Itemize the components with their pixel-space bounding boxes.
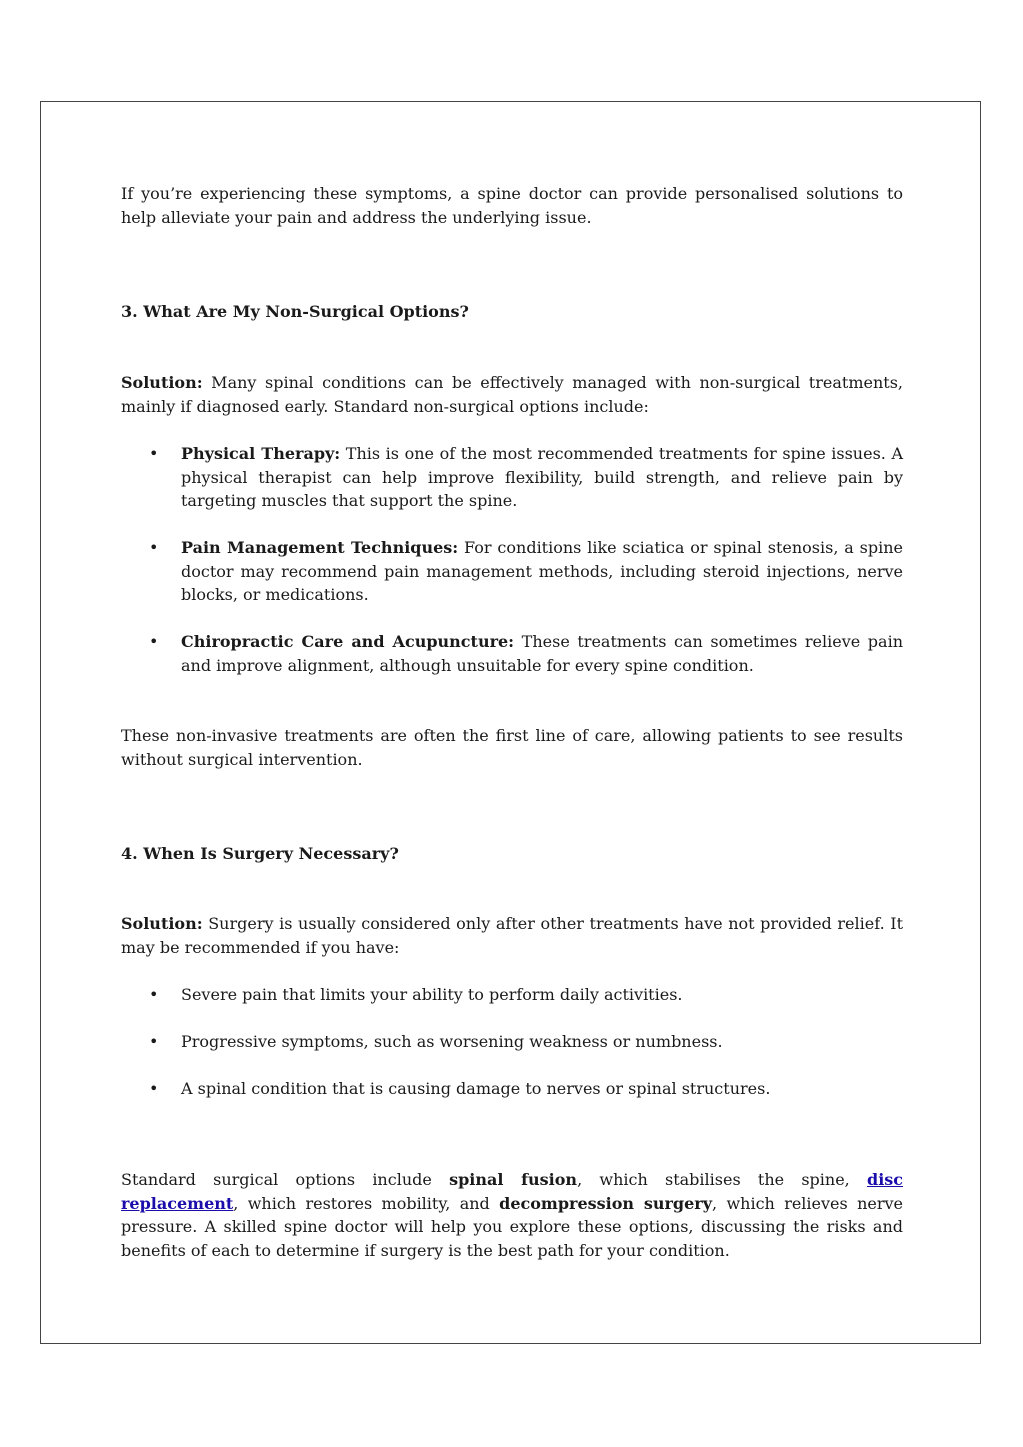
bullet-icon: • (149, 1032, 159, 1051)
solution-text: Surgery is usually considered only after other treatments have not provided relief. It may be recommended if you have: (121, 914, 903, 957)
list-item-text: For conditions like sciatica or spinal stenosis, a spine doctor may recommend pain management methods, including steroid injections, nerve blocks, or medications. (181, 538, 904, 604)
section-4-closing-paragraph (121, 1168, 903, 1262)
list-item-text: This is one of the most recommended treatments for spine issues. A physical therapist can help improve flexibility, build strength, and relieve pain by targeting muscles that support the spine. (181, 444, 903, 510)
bullet-icon: • (149, 538, 159, 557)
intro-paragraph: If you’re experiencing these symptoms, a spine doctor can provide personalised solutions to help alleviate your pain and address the underlying issue. (121, 184, 903, 227)
disc-replacement-link[interactable]: disc replacement (121, 1170, 904, 1213)
spinal-fusion-term: spinal fusion (449, 1170, 578, 1189)
list-item-label: Chiropractic Care and Acupuncture: (181, 632, 515, 651)
bullet-icon: • (149, 632, 159, 651)
section-4-solution-paragraph (121, 912, 903, 959)
closing-text: Standard surgical options include (121, 1170, 450, 1189)
solution-label: Solution: (121, 914, 203, 933)
section-3-solution-paragraph (121, 371, 903, 418)
decompression-surgery-term: decompression surgery (499, 1193, 713, 1213)
section-3-closing-paragraph: These non-invasive treatments are often the first line of care, allowing patients to see results without surgical intervention. (121, 726, 903, 769)
solution-text: Many spinal conditions can be effectively managed with non-surgical treatments, mainly if diagnosed early. Standard non-surgical options include: (121, 373, 903, 416)
list-item-label: Pain Management Techniques: (181, 538, 459, 557)
list-item-text: These treatments can sometimes relieve pain and improve alignment, although unsuitable for every spine condition. (181, 632, 903, 675)
closing-text: , which stabilises the spine, (577, 1170, 867, 1189)
list-item-text: Severe pain that limits your ability to perform daily activities. (181, 985, 683, 1004)
bullet-icon: • (149, 985, 159, 1004)
bullet-icon: • (149, 444, 159, 463)
list-item-label: Physical Therapy: (181, 444, 341, 463)
solution-label: Solution: (121, 373, 203, 392)
section-4-heading: 4. When Is Surgery Necessary? (121, 844, 399, 863)
closing-text: , which restores mobility, and (233, 1193, 500, 1213)
bullet-icon: • (149, 1079, 159, 1098)
list-item-text: Progressive symptoms, such as worsening weakness or numbness. (181, 1032, 723, 1051)
page-border (40, 101, 981, 1344)
section-3-heading: 3. What Are My Non-Surgical Options? (121, 302, 469, 321)
closing-text: , which relieves nerve pressure. A skilled spine doctor will help you explore these options, discussing the risks and benefits of each to determine if surgery is the best path for your condition. (121, 1193, 904, 1260)
list-item-text: A spinal condition that is causing damage to nerves or spinal structures. (181, 1079, 771, 1098)
